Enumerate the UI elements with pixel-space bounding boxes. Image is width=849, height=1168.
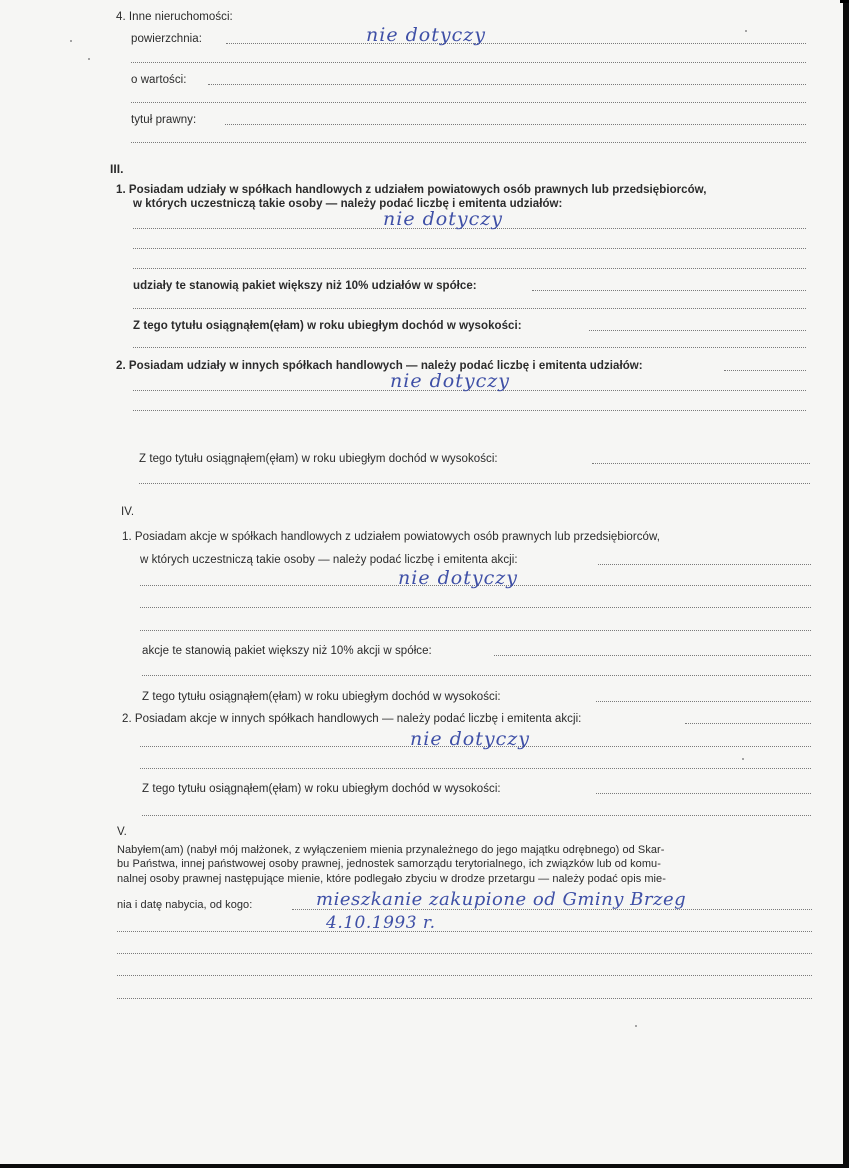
s4-item1-line2: w których uczestniczą takie osoby — należy podać liczbę i emitenta akcji:	[140, 554, 518, 566]
area-field[interactable]	[226, 43, 806, 44]
section-III-heading: III.	[110, 162, 124, 176]
scan-corner-mark	[840, 0, 849, 3]
dotted-line[interactable]	[117, 998, 812, 999]
dotted-line[interactable]	[142, 815, 811, 816]
dotted-line[interactable]	[133, 308, 806, 309]
dotted-line[interactable]	[117, 931, 812, 932]
scan-border-bottom	[0, 1164, 849, 1168]
s4-item2-income-field[interactable]	[596, 793, 811, 794]
title-label: tytuł prawny:	[131, 114, 197, 126]
dotted-line[interactable]	[133, 248, 806, 249]
scan-speck	[742, 758, 744, 760]
scan-speck	[88, 58, 90, 60]
s3-item1-handwritten-answer: nie dotyczy	[383, 208, 503, 230]
dotted-line[interactable]	[133, 268, 806, 269]
s4-item1-income-label: Z tego tytułu osiągnąłem(ęłam) w roku ubiegłym dochód w wysokości:	[142, 691, 501, 703]
scan-border-right	[843, 0, 849, 1168]
s4-item2-field-start[interactable]	[685, 723, 811, 724]
area-handwritten-answer: nie dotyczy	[366, 24, 486, 46]
value-label: o wartości:	[131, 74, 187, 86]
dotted-line[interactable]	[131, 102, 806, 103]
s4-item2-handwritten-answer: nie dotyczy	[410, 728, 530, 750]
s3-item1-share-field[interactable]	[532, 290, 806, 291]
scan-speck	[70, 40, 72, 42]
s3-item1-income-field[interactable]	[589, 330, 806, 331]
s5-line4: nia i datę nabycia, od kogo:	[117, 899, 253, 911]
s4-item1-handwritten-answer: nie dotyczy	[398, 567, 518, 589]
legal-title-field[interactable]	[225, 124, 806, 125]
s3-item1-share-label: udziały te stanowią pakiet większy niż 10% udziałów w spółce:	[133, 280, 477, 292]
s4-item1-share-field[interactable]	[494, 655, 811, 656]
s3-item2-handwritten-answer: nie dotyczy	[390, 370, 510, 392]
scan-speck	[745, 30, 747, 32]
s5-line3: nalnej osoby prawnej następujące mienie, które podlegało zbyciu w drodze przetargu — należy podać opis mie-	[117, 873, 666, 885]
dotted-line[interactable]	[133, 347, 806, 348]
s4-item2-income-label: Z tego tytułu osiągnąłem(ęłam) w roku ubiegłym dochód w wysokości:	[142, 783, 501, 795]
value-field[interactable]	[208, 84, 806, 85]
s4-item1-share-label: akcje te stanowią pakiet większy niż 10% akcji w spółce:	[142, 645, 432, 657]
dotted-line[interactable]	[117, 975, 812, 976]
area-label: powierzchnia:	[131, 33, 202, 45]
s5-handwritten-answer-2: 4.10.1993 r.	[326, 913, 436, 933]
s3-item2-line1: 2. Posiadam udziały w innych spółkach handlowych — należy podać liczbę i emitenta udziałów:	[116, 360, 643, 372]
s4-item2-line1: 2. Posiadam akcje w innych spółkach handlowych — należy podać liczbę i emitenta akcji:	[122, 713, 582, 725]
dotted-line[interactable]	[131, 142, 806, 143]
item-4-label: 4. Inne nieruchomości:	[116, 11, 233, 23]
s3-item1-line1: 1. Posiadam udziały w spółkach handlowych z udziałem powiatowych osób prawnych lub przedsiębiorców,	[116, 184, 707, 196]
s5-handwritten-answer-1: mieszkanie zakupione od Gminy Brzeg	[316, 889, 687, 910]
dotted-line[interactable]	[117, 953, 812, 954]
s3-item2-income-label: Z tego tytułu osiągnąłem(ęłam) w roku ubiegłym dochód w wysokości:	[139, 453, 498, 465]
s3-item2-income-field[interactable]	[592, 463, 810, 464]
s5-line2: bu Państwa, innej państwowej osoby prawnej, jednostek samorządu terytorialnego, ich związków lub od komu-	[117, 858, 661, 870]
dotted-line[interactable]	[139, 483, 810, 484]
s4-item1-income-field[interactable]	[596, 701, 811, 702]
dotted-line[interactable]	[142, 675, 811, 676]
s5-line1: Nabyłem(am) (nabył mój małżonek, z wyłączeniem mienia przynależnego do jego majątku odrębnego) od Skar-	[117, 844, 665, 856]
s3-item1-income-label: Z tego tytułu osiągnąłem(ęłam) w roku ubiegłym dochód w wysokości:	[133, 320, 522, 332]
s3-item2-field-start[interactable]	[724, 370, 806, 371]
dotted-line[interactable]	[140, 607, 811, 608]
dotted-line[interactable]	[131, 62, 806, 63]
scan-speck	[635, 1025, 637, 1027]
dotted-line[interactable]	[133, 410, 806, 411]
dotted-line[interactable]	[140, 768, 811, 769]
section-IV-heading: IV.	[121, 506, 135, 518]
section-V-heading: V.	[117, 826, 127, 838]
s4-item1-line1: 1. Posiadam akcje w spółkach handlowych z udziałem powiatowych osób prawnych lub przedsiębiorców,	[122, 531, 660, 543]
s3-item1-line2: w których uczestniczą takie osoby — należy podać liczbę i emitenta udziałów:	[133, 198, 563, 210]
dotted-line[interactable]	[140, 630, 811, 631]
s4-item1-field-start[interactable]	[598, 564, 811, 565]
